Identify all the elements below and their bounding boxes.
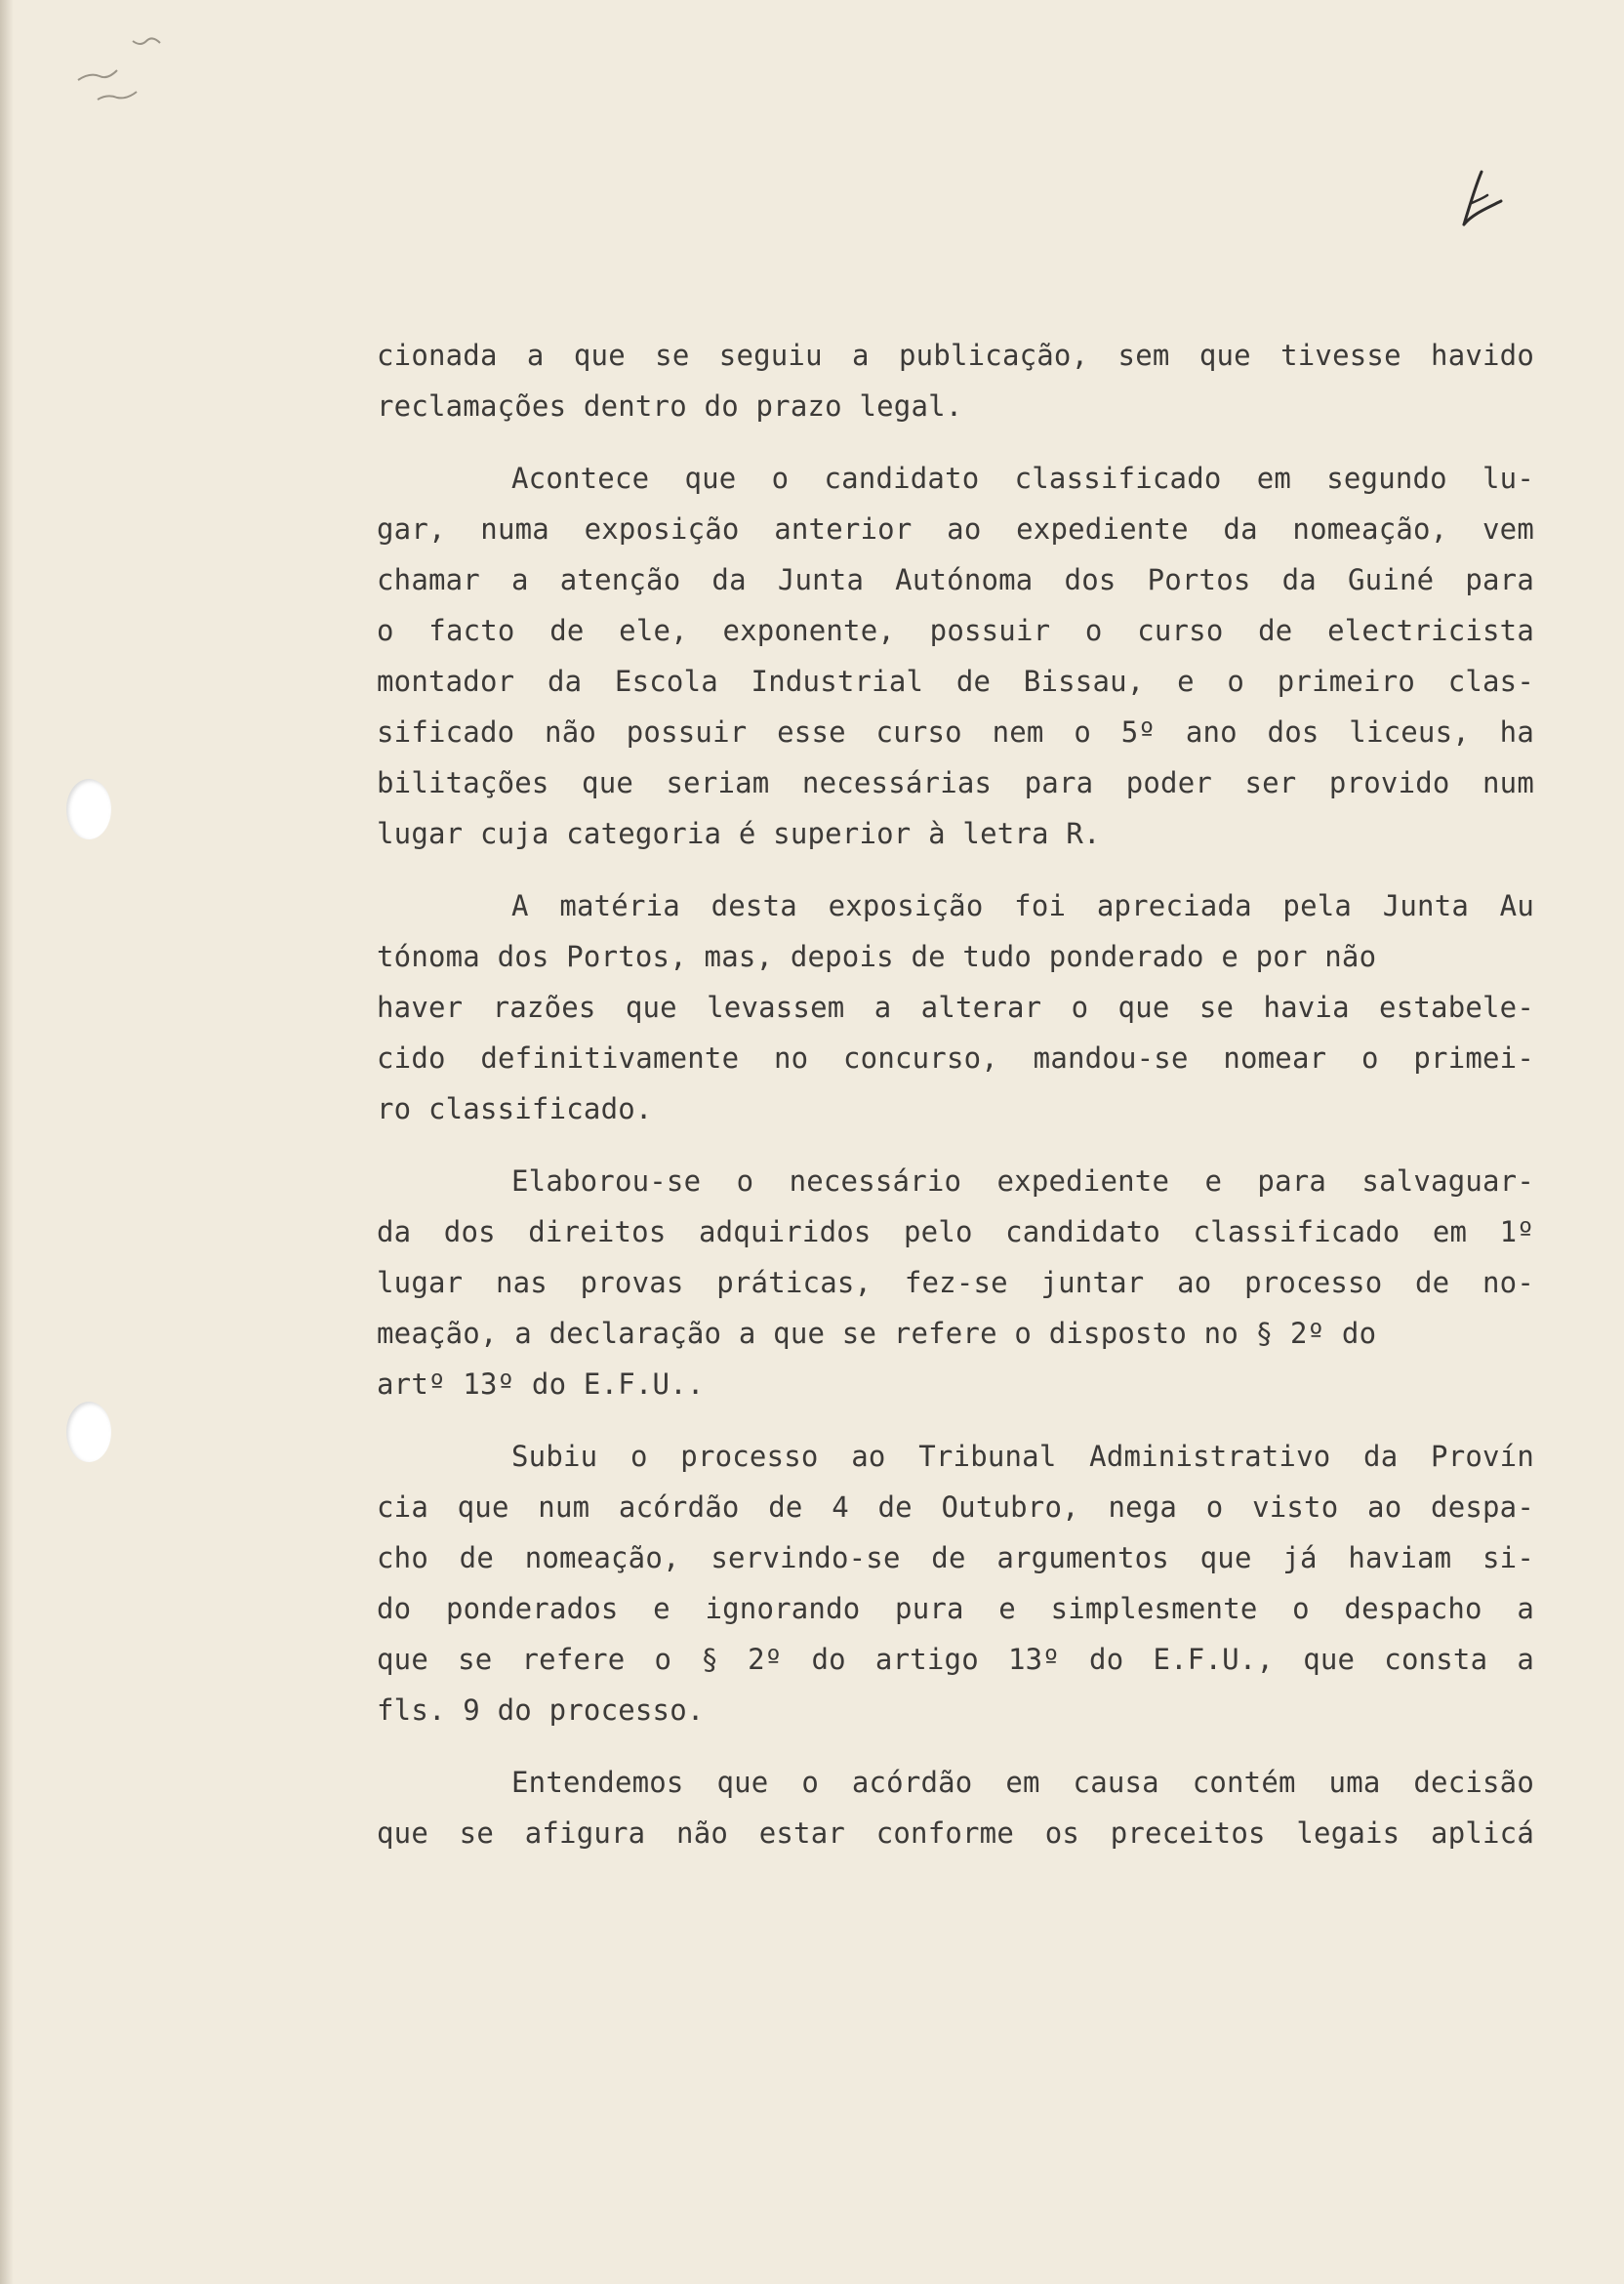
text-line: lugar cuja categoria é superior à letra R.	[377, 817, 1101, 850]
text-line: sificado não possuir esse curso nem o 5º ano dos liceus, ha	[377, 715, 1534, 749]
corner-pencil-mark	[68, 21, 185, 109]
paragraph-elaborou	[377, 1156, 1534, 1409]
text-line: A matéria desta exposição foi apreciada pela Junta Au	[511, 889, 1534, 922]
paragraph-materia	[377, 880, 1534, 1134]
text-line: cho de nomeação, servindo-se de argumentos que já haviam si-	[377, 1541, 1534, 1574]
text-line: gar, numa exposição anterior ao expediente da nomeação, vem	[377, 512, 1534, 546]
text-line: montador da Escola Industrial de Bissau, e o primeiro clas-	[377, 665, 1534, 698]
text-line: cionada a que se seguiu a publicação, sem que tivesse havido	[377, 339, 1534, 372]
initial-signature-mark	[1442, 166, 1511, 234]
text-line: que se refere o § 2º do artigo 13º do E.F.U., que consta a	[377, 1643, 1534, 1676]
text-line: ro classificado.	[377, 1092, 653, 1125]
text-line: tónoma dos Portos, mas, depois de tudo ponderado e por não	[377, 940, 1377, 973]
paragraph-continuation	[377, 330, 1534, 431]
scan-edge-shadow	[0, 0, 14, 2284]
text-line: fls. 9 do processo.	[377, 1693, 705, 1727]
text-line: cia que num acórdão de 4 de Outubro, nega o visto ao despa-	[377, 1490, 1534, 1524]
text-line: o facto de ele, exponente, possuir o curso de electricista	[377, 614, 1534, 647]
paragraph-acontece	[377, 453, 1534, 859]
text-line: Subiu o processo ao Tribunal Administrativo da Provín	[511, 1440, 1534, 1473]
paragraph-entendemos	[377, 1757, 1534, 1858]
paragraph-subiu	[377, 1431, 1534, 1735]
text-line: da dos direitos adquiridos pelo candidato classificado em 1º	[377, 1215, 1534, 1248]
text-line: Elaborou-se o necessário expediente e para salvaguar-	[511, 1164, 1534, 1198]
punch-hole-bottom	[66, 1402, 111, 1462]
text-line: reclamações dentro do prazo legal.	[377, 389, 963, 423]
punch-hole-top	[66, 779, 111, 839]
text-line: lugar nas provas práticas, fez-se juntar ao processo de no-	[377, 1266, 1534, 1299]
text-line: haver razões que levassem a alterar o que se havia estabele-	[377, 991, 1534, 1024]
typed-text-body	[377, 330, 1534, 1858]
text-line: que se afigura não estar conforme os preceitos legais aplicá	[377, 1816, 1534, 1850]
text-line: do ponderados e ignorando pura e simplesmente o despacho a	[377, 1592, 1534, 1625]
text-line: meação, a declaração a que se refere o disposto no § 2º do	[377, 1317, 1377, 1350]
text-line: Entendemos que o acórdão em causa contém uma decisão	[511, 1766, 1534, 1799]
text-line: Acontece que o candidato classificado em segundo lu-	[511, 462, 1534, 495]
text-line: cido definitivamente no concurso, mandou-se nomear o primei-	[377, 1041, 1534, 1075]
text-line: artº 13º do E.F.U..	[377, 1367, 705, 1401]
text-line: bilitações que seriam necessárias para poder ser provido num	[377, 766, 1534, 799]
text-line: chamar a atenção da Junta Autónoma dos Portos da Guiné para	[377, 563, 1534, 596]
